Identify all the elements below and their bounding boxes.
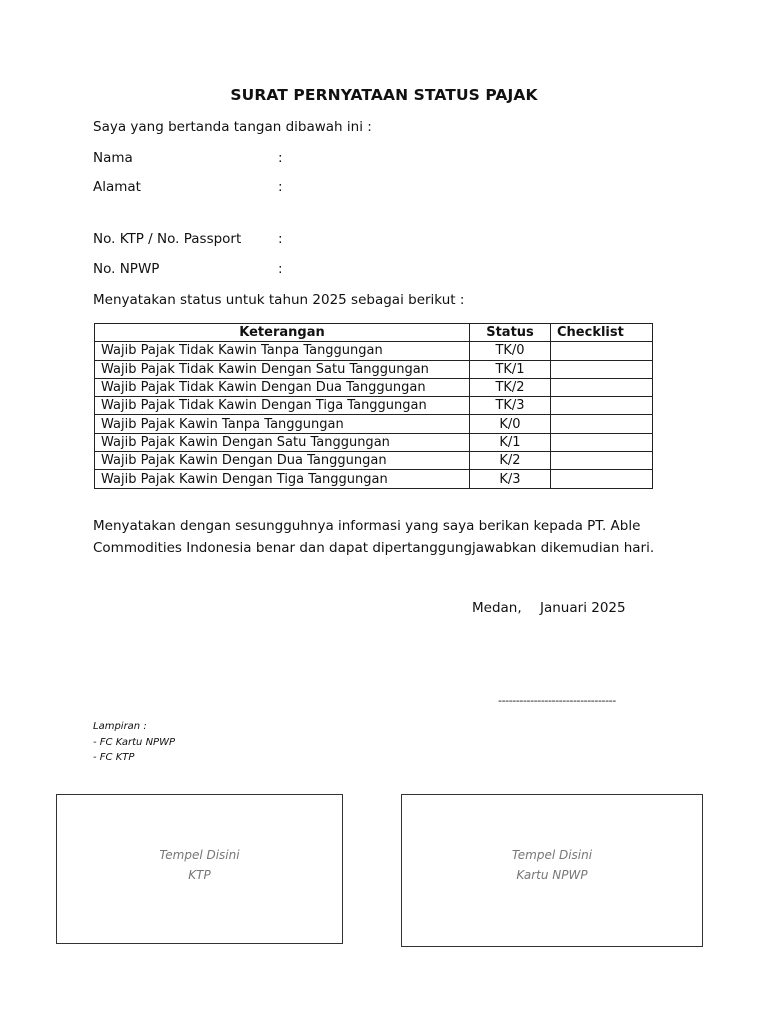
row-checklist-cell[interactable] — [551, 433, 653, 451]
row-description: Wajib Pajak Kawin Dengan Tiga Tanggungan — [95, 470, 470, 488]
table-row — [95, 378, 653, 396]
paste-area-ktp-line2: KTP — [188, 868, 211, 882]
intro-text: Saya yang bertanda tangan dibawah ini : — [93, 119, 372, 135]
row-checklist-cell[interactable] — [551, 378, 653, 396]
header-checklist: Checklist — [551, 324, 653, 342]
tax-status-table — [94, 323, 653, 489]
row-description: Wajib Pajak Tidak Kawin Tanpa Tanggungan — [95, 342, 470, 360]
row-checklist-cell[interactable] — [551, 397, 653, 415]
field-label-ktp: No. KTP / No. Passport — [93, 231, 242, 247]
row-checklist-cell[interactable] — [551, 452, 653, 470]
row-description: Wajib Pajak Tidak Kawin Dengan Satu Tanggungan — [95, 360, 470, 378]
row-description: Wajib Pajak Tidak Kawin Dengan Tiga Tanggungan — [95, 397, 470, 415]
row-status: K/2 — [470, 452, 551, 470]
paste-area-npwp-line1: Tempel Disini — [511, 848, 593, 862]
table-row — [95, 360, 653, 378]
field-colon-ktp: : — [278, 231, 283, 247]
row-status: K/0 — [470, 415, 551, 433]
row-checklist-cell[interactable] — [551, 342, 653, 360]
attachment-item: - FC KTP — [93, 752, 135, 763]
row-status: K/1 — [470, 433, 551, 451]
row-description: Wajib Pajak Tidak Kawin Dengan Dua Tanggungan — [95, 378, 470, 396]
row-description: Wajib Pajak Kawin Tanpa Tanggungan — [95, 415, 470, 433]
row-description: Wajib Pajak Kawin Dengan Dua Tanggungan — [95, 452, 470, 470]
paste-area-ktp-line1: Tempel Disini — [159, 848, 240, 862]
row-status: TK/0 — [470, 342, 551, 360]
declaration-paragraph: Menyatakan dengan sesungguhnya informasi yang saya berikan kepada PT. Able Commodities Indonesia benar dan dapat dipertanggungjawabkan dikemudian hari. — [93, 518, 655, 556]
table-row — [95, 342, 653, 360]
row-status: TK/1 — [470, 360, 551, 378]
table-header-row — [95, 324, 653, 342]
table-row — [95, 452, 653, 470]
signature-line: --------------------------------- — [498, 694, 616, 707]
row-status: K/3 — [470, 470, 551, 488]
paste-area-npwp — [401, 794, 703, 947]
signing-date: Januari 2025 — [540, 600, 626, 616]
table-row — [95, 470, 653, 488]
header-keterangan: Keterangan — [95, 324, 470, 342]
document-title: SURAT PERNYATAAN STATUS PAJAK — [230, 86, 538, 104]
row-checklist-cell[interactable] — [551, 415, 653, 433]
field-colon-alamat: : — [278, 179, 283, 195]
statement-year-text: Menyatakan status untuk tahun 2025 sebagai berikut : — [93, 292, 465, 308]
header-status: Status — [470, 324, 551, 342]
table-row — [95, 433, 653, 451]
attachments-heading: Lampiran : — [93, 721, 147, 732]
row-description: Wajib Pajak Kawin Dengan Satu Tanggungan — [95, 433, 470, 451]
field-label-npwp: No. NPWP — [93, 261, 160, 277]
attachment-item: - FC Kartu NPWP — [93, 737, 176, 748]
row-status: TK/3 — [470, 397, 551, 415]
field-label-nama: Nama — [93, 150, 133, 166]
row-checklist-cell[interactable] — [551, 470, 653, 488]
paste-area-npwp-line2: Kartu NPWP — [516, 868, 588, 882]
signing-place: Medan, — [472, 600, 522, 616]
table-row — [95, 397, 653, 415]
paste-area-ktp — [56, 794, 343, 944]
row-checklist-cell[interactable] — [551, 360, 653, 378]
table-row — [95, 415, 653, 433]
row-status: TK/2 — [470, 378, 551, 396]
field-label-alamat: Alamat — [93, 179, 141, 195]
field-colon-npwp: : — [278, 261, 283, 277]
field-colon-nama: : — [278, 150, 283, 166]
